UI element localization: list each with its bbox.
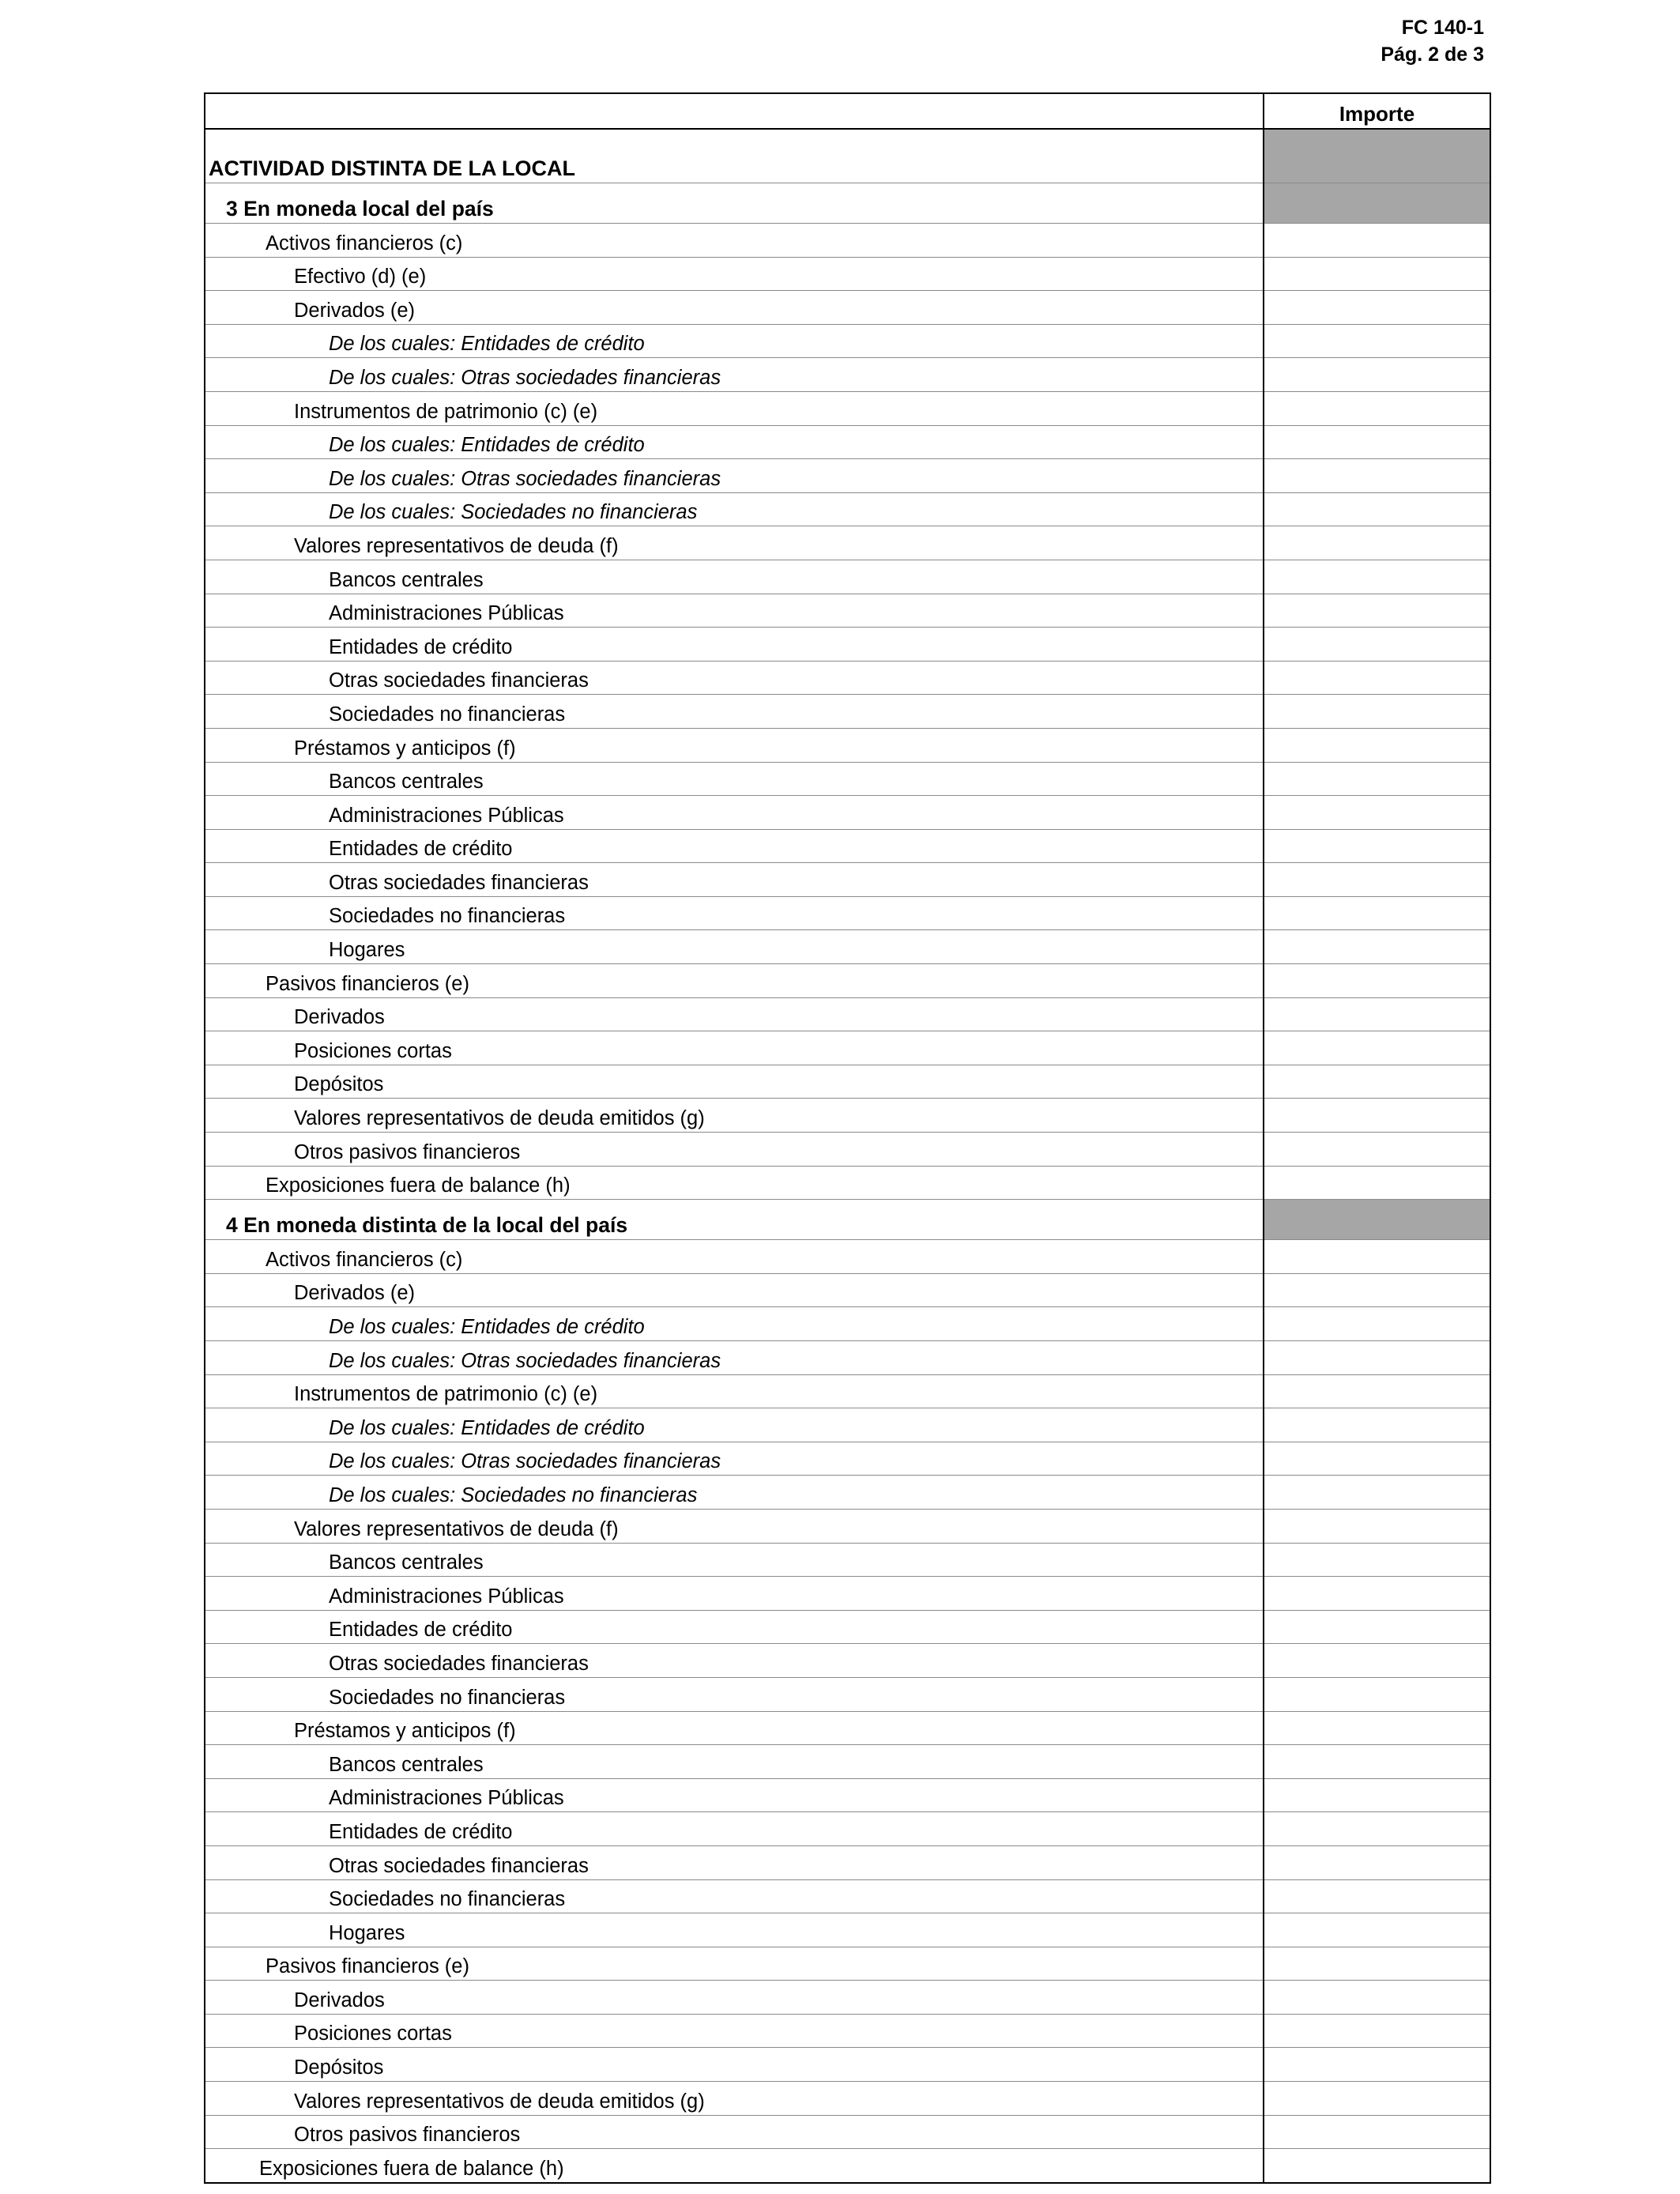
amount-cell[interactable]: [1264, 896, 1490, 930]
row-label: Instrumentos de patrimonio (c) (e): [205, 391, 1264, 425]
row-label: Instrumentos de patrimonio (c) (e): [205, 1374, 1264, 1408]
table-row: [205, 1133, 1490, 1167]
table-row: [205, 2014, 1490, 2048]
row-label: Depósitos: [205, 2048, 1264, 2082]
row-label: Derivados: [205, 1981, 1264, 2015]
row-label: De los cuales: Otras sociedades financieras: [205, 1341, 1264, 1375]
row-label: Derivados (e): [205, 1273, 1264, 1307]
table-row: [205, 863, 1490, 897]
amount-cell-disabled: [1264, 183, 1490, 224]
amount-cell[interactable]: [1264, 1166, 1490, 1200]
amount-cell[interactable]: [1264, 1812, 1490, 1846]
row-label: Entidades de crédito: [205, 829, 1264, 863]
table-row: [205, 1543, 1490, 1577]
label-column-header: [205, 93, 1264, 129]
table-row: [205, 1200, 1490, 1240]
table-row: [205, 1981, 1490, 2015]
row-label: Administraciones Públicas: [205, 1778, 1264, 1812]
amount-cell[interactable]: [1264, 695, 1490, 729]
table-row: [205, 224, 1490, 258]
table-row: [205, 594, 1490, 628]
amount-cell[interactable]: [1264, 224, 1490, 258]
amount-cell[interactable]: [1264, 1981, 1490, 2015]
table-row: [205, 1166, 1490, 1200]
row-label: De los cuales: Sociedades no financieras: [205, 492, 1264, 526]
amount-cell[interactable]: [1264, 257, 1490, 291]
amount-cell-disabled: [1264, 1200, 1490, 1240]
row-label: Posiciones cortas: [205, 2014, 1264, 2048]
table-row: [205, 1099, 1490, 1133]
amount-cell[interactable]: [1264, 594, 1490, 628]
row-label: Bancos centrales: [205, 762, 1264, 796]
row-label: Activos financieros (c): [205, 1240, 1264, 1274]
table-row: [205, 2048, 1490, 2082]
amount-cell[interactable]: [1264, 796, 1490, 830]
row-label: Sociedades no financieras: [205, 1879, 1264, 1913]
table-row: [205, 324, 1490, 358]
row-label: De los cuales: Otras sociedades financieras: [205, 1442, 1264, 1476]
table-row: [205, 1273, 1490, 1307]
row-label: De los cuales: Sociedades no financieras: [205, 1476, 1264, 1510]
row-label: Otras sociedades financieras: [205, 863, 1264, 897]
amount-cell[interactable]: [1264, 1408, 1490, 1442]
amount-cell[interactable]: [1264, 2082, 1490, 2116]
table-row: [205, 1879, 1490, 1913]
amount-cell[interactable]: [1264, 1845, 1490, 1879]
row-label: Depósitos: [205, 1065, 1264, 1099]
table-row: [205, 459, 1490, 493]
table-row: [205, 1374, 1490, 1408]
row-label: Otras sociedades financieras: [205, 1644, 1264, 1678]
amount-cell[interactable]: [1264, 1879, 1490, 1913]
amount-column-header: Importe: [1264, 93, 1490, 129]
amount-cell[interactable]: [1264, 1711, 1490, 1745]
row-label: Préstamos y anticipos (f): [205, 1711, 1264, 1745]
row-label: Pasivos financieros (e): [205, 964, 1264, 998]
table-row: [205, 183, 1490, 224]
amount-cell[interactable]: [1264, 1947, 1490, 1981]
table-row: [205, 391, 1490, 425]
amount-cell[interactable]: [1264, 324, 1490, 358]
table-row: [205, 1240, 1490, 1274]
row-label: Otros pasivos financieros: [205, 2115, 1264, 2149]
amount-cell[interactable]: [1264, 560, 1490, 594]
row-label: Derivados (e): [205, 291, 1264, 325]
row-label: ACTIVIDAD DISTINTA DE LA LOCAL: [205, 129, 1264, 183]
row-label: Pasivos financieros (e): [205, 1947, 1264, 1981]
table-row: [205, 2149, 1490, 2183]
row-label: Entidades de crédito: [205, 1610, 1264, 1644]
table-row: [205, 358, 1490, 392]
table-row: [205, 1577, 1490, 1611]
table-row: [205, 1778, 1490, 1812]
row-label: Otras sociedades financieras: [205, 1845, 1264, 1879]
row-label: 4 En moneda distinta de la local del país: [205, 1200, 1264, 1240]
table-row: [205, 1341, 1490, 1375]
row-label: Administraciones Públicas: [205, 594, 1264, 628]
amount-cell[interactable]: [1264, 2115, 1490, 2149]
row-label: Otras sociedades financieras: [205, 661, 1264, 695]
table-row: [205, 930, 1490, 964]
table-row: [205, 628, 1490, 662]
amount-cell[interactable]: [1264, 829, 1490, 863]
row-label: Hogares: [205, 1913, 1264, 1947]
amount-cell[interactable]: [1264, 1307, 1490, 1341]
amount-cell[interactable]: [1264, 1577, 1490, 1611]
amount-cell[interactable]: [1264, 997, 1490, 1031]
row-label: De los cuales: Entidades de crédito: [205, 425, 1264, 459]
table-row: [205, 1711, 1490, 1745]
row-label: Bancos centrales: [205, 560, 1264, 594]
amount-cell[interactable]: [1264, 1374, 1490, 1408]
row-label: Activos financieros (c): [205, 224, 1264, 258]
table-row: [205, 1307, 1490, 1341]
amount-cell[interactable]: [1264, 1778, 1490, 1812]
table-row: [205, 829, 1490, 863]
page-header: [1381, 14, 1484, 68]
table-row: [205, 425, 1490, 459]
amount-cell[interactable]: [1264, 762, 1490, 796]
table-row: [205, 1610, 1490, 1644]
row-label: Sociedades no financieras: [205, 1677, 1264, 1711]
table-row: [205, 526, 1490, 560]
table-row: [205, 1509, 1490, 1543]
amount-cell[interactable]: [1264, 2014, 1490, 2048]
amount-cell[interactable]: [1264, 459, 1490, 493]
table-row: [205, 1065, 1490, 1099]
table-row: [205, 1913, 1490, 1947]
amount-cell[interactable]: [1264, 391, 1490, 425]
amount-cell[interactable]: [1264, 425, 1490, 459]
table-row: [205, 1677, 1490, 1711]
table-row: [205, 560, 1490, 594]
table-row: [205, 291, 1490, 325]
amount-cell[interactable]: [1264, 1273, 1490, 1307]
table-row: [205, 1812, 1490, 1846]
table-row: [205, 1845, 1490, 1879]
amount-cell[interactable]: [1264, 1341, 1490, 1375]
row-label: Valores representativos de deuda emitidos (g): [205, 1099, 1264, 1133]
table-header-row: [205, 93, 1490, 129]
row-label: Valores representativos de deuda emitidos (g): [205, 2082, 1264, 2116]
row-label: Administraciones Públicas: [205, 796, 1264, 830]
table-row: [205, 492, 1490, 526]
row-label: De los cuales: Entidades de crédito: [205, 1307, 1264, 1341]
table-row: [205, 257, 1490, 291]
amount-cell[interactable]: [1264, 964, 1490, 998]
row-label: Valores representativos de deuda (f): [205, 526, 1264, 560]
table-row: [205, 1745, 1490, 1779]
table-row: [205, 1031, 1490, 1065]
row-label: Préstamos y anticipos (f): [205, 728, 1264, 762]
table-row: [205, 2082, 1490, 2116]
amount-cell[interactable]: [1264, 728, 1490, 762]
row-label: Administraciones Públicas: [205, 1577, 1264, 1611]
table-body: [205, 129, 1490, 2183]
table-row: [205, 1644, 1490, 1678]
row-label: De los cuales: Entidades de crédito: [205, 324, 1264, 358]
table-row: [205, 896, 1490, 930]
amount-cell[interactable]: [1264, 1133, 1490, 1167]
amount-cell[interactable]: [1264, 358, 1490, 392]
row-label: Entidades de crédito: [205, 628, 1264, 662]
amount-cell[interactable]: [1264, 930, 1490, 964]
row-label: Exposiciones fuera de balance (h): [205, 2149, 1264, 2183]
amount-cell[interactable]: [1264, 1610, 1490, 1644]
row-label: Hogares: [205, 930, 1264, 964]
balance-form-table: [204, 92, 1491, 2184]
table-row: [205, 2115, 1490, 2149]
table-row: [205, 1442, 1490, 1476]
page-number: Pág. 2 de 3: [1381, 43, 1484, 66]
row-label: Otros pasivos financieros: [205, 1133, 1264, 1167]
table-row: [205, 1476, 1490, 1510]
table-row: [205, 661, 1490, 695]
amount-cell[interactable]: [1264, 492, 1490, 526]
row-label: Entidades de crédito: [205, 1812, 1264, 1846]
table-row: [205, 762, 1490, 796]
amount-cell[interactable]: [1264, 1745, 1490, 1779]
row-label: De los cuales: Otras sociedades financieras: [205, 358, 1264, 392]
amount-cell[interactable]: [1264, 1031, 1490, 1065]
row-label: De los cuales: Entidades de crédito: [205, 1408, 1264, 1442]
table-row: [205, 1408, 1490, 1442]
table-row: [205, 728, 1490, 762]
amount-cell[interactable]: [1264, 1240, 1490, 1274]
amount-cell[interactable]: [1264, 2048, 1490, 2082]
amount-cell[interactable]: [1264, 1476, 1490, 1510]
row-label: Bancos centrales: [205, 1543, 1264, 1577]
amount-cell[interactable]: [1264, 1099, 1490, 1133]
table-row: [205, 1947, 1490, 1981]
amount-cell[interactable]: [1264, 863, 1490, 897]
amount-cell[interactable]: [1264, 1644, 1490, 1678]
table-row: [205, 796, 1490, 830]
amount-cell[interactable]: [1264, 1913, 1490, 1947]
amount-cell[interactable]: [1264, 1065, 1490, 1099]
amount-cell[interactable]: [1264, 1442, 1490, 1476]
amount-cell[interactable]: [1264, 1677, 1490, 1711]
table-row: [205, 129, 1490, 183]
row-label: Exposiciones fuera de balance (h): [205, 1166, 1264, 1200]
form-code: FC 140-1: [1401, 17, 1484, 39]
amount-cell[interactable]: [1264, 628, 1490, 662]
amount-cell[interactable]: [1264, 2149, 1490, 2183]
amount-cell[interactable]: [1264, 1543, 1490, 1577]
table-row: [205, 695, 1490, 729]
row-label: Posiciones cortas: [205, 1031, 1264, 1065]
amount-cell[interactable]: [1264, 1509, 1490, 1543]
row-label: Sociedades no financieras: [205, 695, 1264, 729]
amount-cell-disabled: [1264, 129, 1490, 183]
table-row: [205, 997, 1490, 1031]
row-label: Efectivo (d) (e): [205, 257, 1264, 291]
row-label: Bancos centrales: [205, 1745, 1264, 1779]
table-row: [205, 964, 1490, 998]
row-label: 3 En moneda local del país: [205, 183, 1264, 224]
amount-cell[interactable]: [1264, 291, 1490, 325]
row-label: De los cuales: Otras sociedades financieras: [205, 459, 1264, 493]
amount-cell[interactable]: [1264, 661, 1490, 695]
row-label: Valores representativos de deuda (f): [205, 1509, 1264, 1543]
row-label: Sociedades no financieras: [205, 896, 1264, 930]
amount-cell[interactable]: [1264, 526, 1490, 560]
row-label: Derivados: [205, 997, 1264, 1031]
